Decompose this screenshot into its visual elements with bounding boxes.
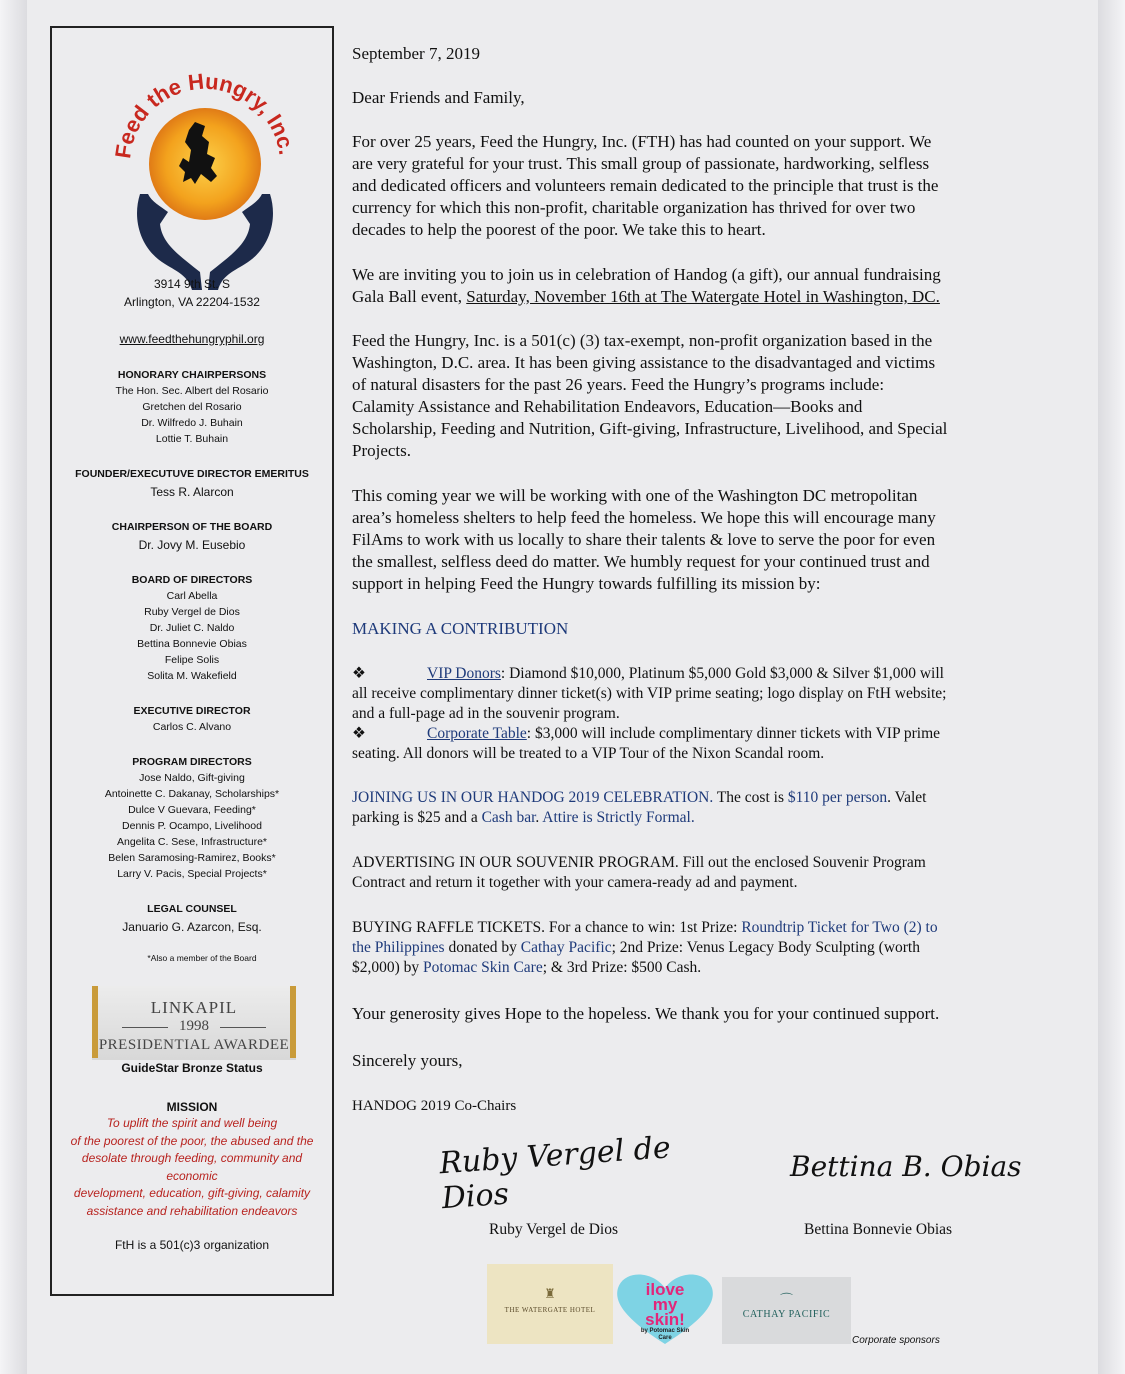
page-shadow-left	[0, 0, 27, 1374]
legal-heading: LEGAL COUNSEL	[147, 903, 237, 915]
program-section	[52, 754, 332, 882]
paragraph-join: JOINING US IN OUR HANDOG 2019 CELEBRATION. The cost is $110 per person. Valet parking is $25 and a Cash bar. Attire is Strictly Formal.	[352, 789, 927, 826]
paragraph-intro: For over 25 years, Feed the Hungry, Inc. (FTH) has had counted on your support. We are very grateful for your trust. This small group of passionate, hardworking, selfless and dedicated officers and volunteers remain dedicated to the principle that trust is the currency for which this non-profit, charitable organization has thrived for over two decades to help the poorest of the poor. We take this to heart.	[352, 132, 939, 239]
org-status: FtH is a 501(c)3 organization	[114, 1238, 270, 1252]
cochairs-label: HANDOG 2019 Co-Chairs	[352, 1098, 517, 1114]
exec-section	[52, 703, 332, 735]
list-item: Belen Saramosing-Ramirez, Books*	[108, 852, 276, 864]
closing: Sincerely yours,	[352, 1051, 463, 1070]
signer-name-bettina: Bettina Bonnevie Obias	[804, 1221, 953, 1238]
thank-you-line: Your generosity gives Hope to the hopeless. We thank you for your continued support.	[352, 1004, 940, 1023]
feed-the-hungry-logo	[110, 44, 300, 294]
chair-heading: CHAIRPERSON OF THE BOARD	[111, 521, 273, 533]
paragraph-homeless: This coming year we will be working with one of the Washington DC metropolitan area’s homeless shelters to help feed the homeless. We hope this will encourage many FilAms to work with us locally to share their talents & love to serve the poor for even the smallest, selfless deed do matter. We humbly request for your continued trust and support in helping Feed the Hungry towards fulfilling its mission by:	[352, 486, 936, 593]
program-heading: PROGRAM DIRECTORS	[132, 756, 252, 768]
exec-heading: EXECUTIVE DIRECTOR	[133, 705, 251, 717]
list-item: Gretchen del Rosario	[142, 401, 242, 413]
award-year: 1998	[179, 1018, 209, 1034]
cathay-pacific-logo: ⌒ CATHAY PACIFIC	[722, 1277, 851, 1344]
signature-ruby: Ruby Vergel de Dios	[438, 1130, 672, 1217]
list-item: Ruby Vergel de Dios	[144, 606, 240, 618]
mission-section	[52, 1099, 332, 1220]
brushwing-icon: ⌒	[779, 1292, 793, 1307]
letter-date: September 7, 2019	[352, 44, 480, 63]
contribution-heading: MAKING A CONTRIBUTION	[352, 619, 569, 638]
list-item: Carl Abella	[166, 590, 218, 602]
legal-section	[52, 901, 332, 935]
paragraph-raffle: BUYING RAFFLE TICKETS. For a chance to win: 1st Prize: Roundtrip Ticket for Two (2) to the Philippines donated by Cathay Pacific; 2nd Prize: Venus Legacy Body Sculpting (worth $2,000) by Potomac Skin Care; & 3rd Prize: $500 Cash.	[352, 919, 938, 976]
event-date-link: Saturday, November 16th at The Watergate Hotel in Washington, DC.	[466, 287, 940, 306]
paragraph-advertising: ADVERTISING IN OUR SOUVENIR PROGRAM. Fill out the enclosed Souvenir Program Contract and return it together with your camera-ready ad and payment.	[352, 854, 926, 891]
board-note: *Also a member of the Board	[147, 953, 257, 963]
signature-bettina: Bettina B. Obias	[790, 1150, 1022, 1183]
list-item: Dr. Jovy M. Eusebio	[138, 538, 246, 552]
chair-section	[52, 519, 332, 553]
list-item: Angelita C. Sese, Infrastructure*	[117, 836, 267, 848]
board-section	[52, 572, 332, 684]
list-item: Dennis P. Ocampo, Livelihood	[122, 820, 262, 832]
list-item: The Hon. Sec. Albert del Rosario	[115, 385, 269, 397]
list-item: Lottie T. Buhain	[155, 433, 229, 445]
corporate-table-link[interactable]: Corporate Table	[427, 725, 527, 742]
list-item: Tess R. Alarcon	[150, 485, 234, 499]
watergate-logo: ♜ THE WATERGATE HOTEL	[487, 1264, 613, 1344]
award-title: LINKAPIL	[150, 998, 238, 1017]
list-item: Felipe Solis	[164, 654, 220, 666]
founder-section	[52, 466, 332, 500]
list-item: Dr. Juliet C. Naldo	[149, 622, 235, 634]
logo-text: Feed the Hungry, Inc.	[110, 68, 300, 161]
list-item: Jose Naldo, Gift-giving	[139, 772, 245, 784]
sponsors-caption: Corporate sponsors	[852, 1335, 940, 1346]
paragraph-about: Feed the Hungry, Inc. is a 501(c) (3) tax-exempt, non-profit organization based in the Washington, D.C. area. It has been giving assistance to the disadvantaged and victims of natural disasters for the past 26 years. Feed the Hungry’s programs include: Calamity Assistance and Rehabilitation Endeavors, Education—Books and Scholarship, Feeding and Nutrition, Gift-giving, Infrastructure, Livelihood, and Special Projects.	[352, 331, 948, 460]
potomac-skin-care-logo: ilove my skin! by Potomac Skin Care	[614, 1272, 716, 1346]
website-link[interactable]: www.feedthehungryphil.org	[119, 332, 265, 346]
vip-donors-item: ❖ VIP Donors: Diamond $10,000, Platinum $5,000 Gold $3,000 & Silver $1,000 will all receive complimentary dinner ticket(s) with VIP prime seating; logo display on FtH website; and a full-page ad in the souvenir program.	[352, 665, 947, 722]
honorary-heading: HONORARY CHAIRPERSONS	[117, 369, 267, 381]
list-item: Antoinette C. Dakanay, Scholarships*	[104, 788, 280, 800]
signer-name-ruby: Ruby Vergel de Dios	[489, 1221, 619, 1238]
founder-heading: FOUNDER/EXECUTUVE DIRECTOR EMERITUS	[75, 468, 309, 480]
list-item: Carlos C. Alvano	[152, 721, 232, 733]
bullet-icon: ❖	[352, 725, 366, 742]
list-item: Dr. Wilfredo J. Buhain	[141, 417, 243, 429]
list-item: Dulce V Guevara, Feeding*	[128, 804, 256, 816]
board-heading: BOARD OF DIRECTORS	[131, 574, 253, 586]
bullet-icon: ❖	[352, 665, 366, 682]
address-line1: 3914 9th St. S	[153, 277, 231, 291]
page-shadow-right	[1098, 0, 1125, 1374]
list-item: Bettina Bonnevie Obias	[137, 638, 247, 650]
paragraph-invite: We are inviting you to join us in celebration of Handog (a gift), our annual fundraising Gala Ball event, Saturday, November 16th at The Watergate Hotel in Washington, DC.	[352, 265, 941, 306]
vip-donors-link[interactable]: VIP Donors	[427, 665, 501, 682]
honorary-section	[52, 367, 332, 447]
address	[52, 276, 332, 310]
mission-heading: MISSION	[166, 1100, 218, 1114]
award-subtitle: PRESIDENTIAL AWARDEE	[98, 1037, 290, 1053]
mission-text: To uplift the spirit and well being of the poorest of the poor, the abused and the desolate through feeding, community and economic development, education, gift-giving, calamity assistance and rehabilitation endeavors	[70, 1116, 314, 1218]
address-line2: Arlington, VA 22204-1532	[124, 295, 260, 309]
list-item: Januario G. Azarcon, Esq.	[122, 920, 262, 934]
list-item: Solita M. Wakefield	[147, 670, 237, 682]
letter-greeting: Dear Friends and Family,	[352, 88, 525, 107]
sidebar	[50, 26, 334, 1296]
list-item: Larry V. Pacis, Special Projects*	[117, 868, 267, 880]
linkapil-award-badge	[92, 986, 296, 1060]
crest-icon: ♜	[544, 1286, 556, 1301]
corporate-table-item: ❖ Corporate Table: $3,000 will include complimentary dinner tickets with VIP prime seating. All donors will be treated to a VIP Tour of the Nixon Scandal room.	[352, 725, 941, 762]
guidestar-status: GuideStar Bronze Status	[121, 1061, 263, 1075]
